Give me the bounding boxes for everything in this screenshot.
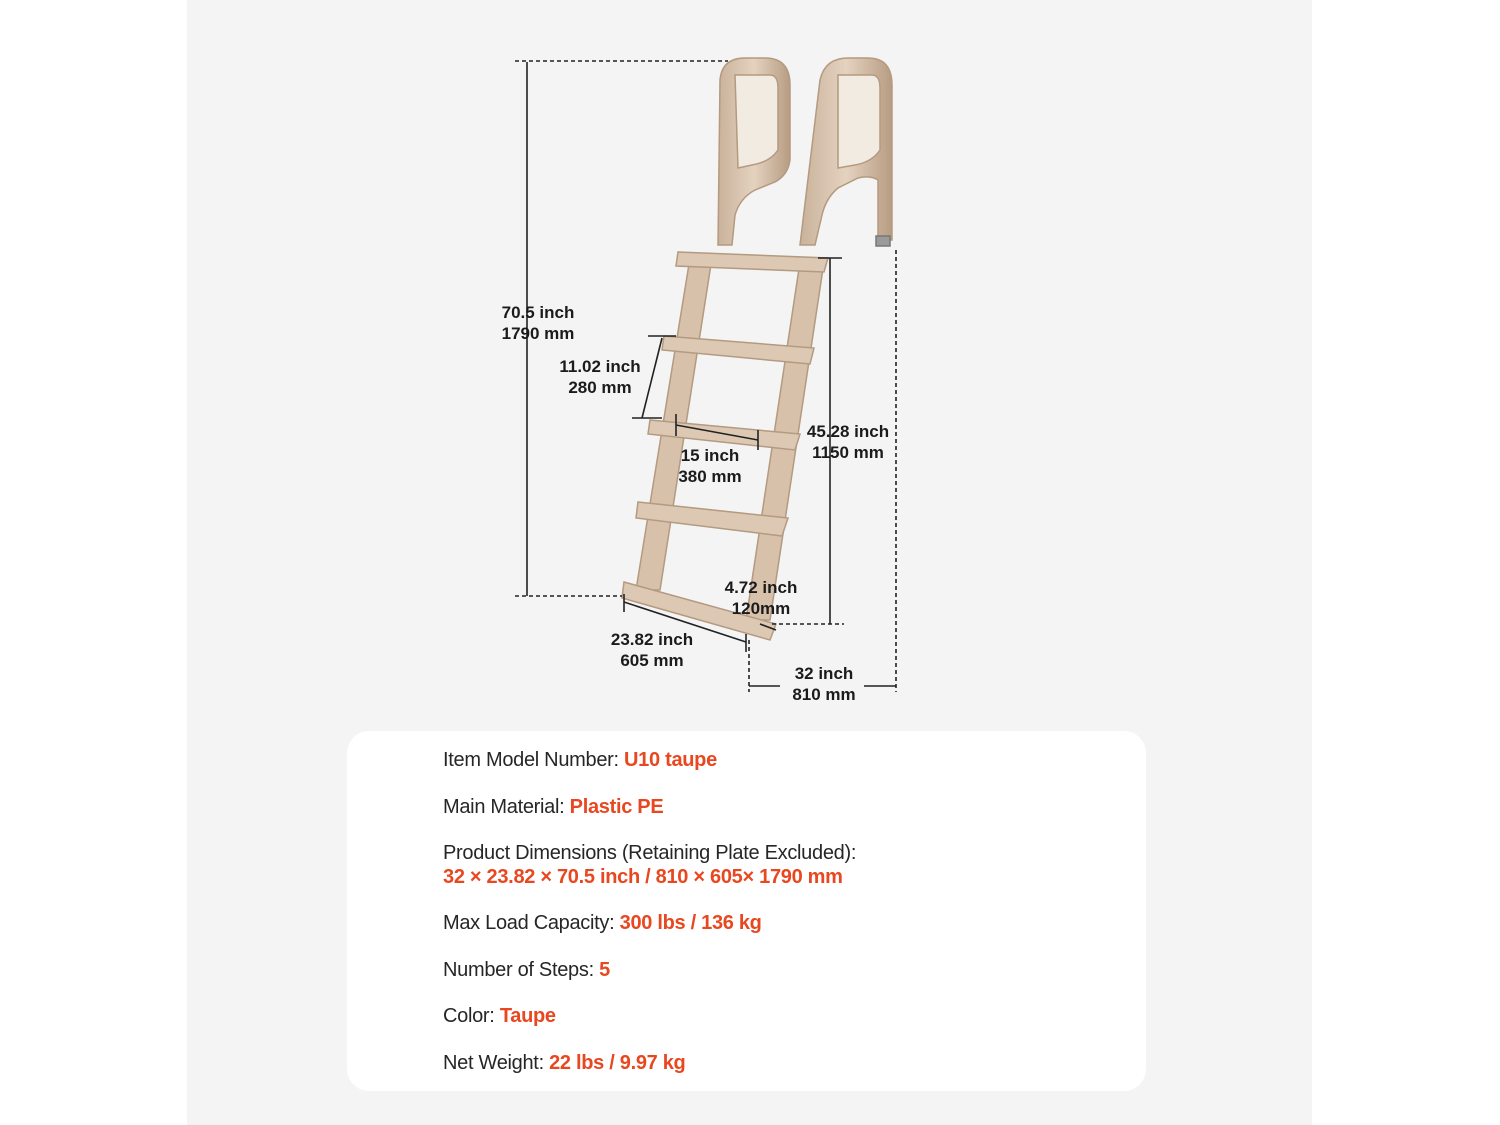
total-depth-mm: 810 mm xyxy=(792,685,856,704)
base-width-label xyxy=(597,629,707,671)
spec-value: 300 lbs / 136 kg xyxy=(619,912,762,934)
lower-height-label xyxy=(798,421,898,463)
step-depth-label xyxy=(711,577,811,619)
lower-height-inch: 45.28 inch xyxy=(806,422,890,441)
step-spacing-inch: 11.02 inch xyxy=(559,357,641,376)
step-spacing-mm: 280 mm xyxy=(568,378,632,397)
spec-color xyxy=(443,1004,556,1028)
spec-steps xyxy=(443,958,610,982)
base-width-inch: 23.82 inch xyxy=(610,630,694,649)
spec-value: 5 xyxy=(599,959,610,981)
total-height-inch: 70.5 inch xyxy=(501,303,575,322)
total-height-label xyxy=(478,302,598,344)
spec-value: Plastic PE xyxy=(569,796,664,818)
lower-height-mm: 1150 mm xyxy=(812,443,884,462)
spec-label: Main Material: xyxy=(443,796,570,818)
spec-net-weight xyxy=(443,1051,685,1075)
step-depth-mm: 120mm xyxy=(731,599,791,618)
spec-value: 22 lbs / 9.97 kg xyxy=(549,1052,686,1074)
spec-model-number xyxy=(443,748,717,772)
spec-label: Max Load Capacity: xyxy=(443,912,620,934)
spec-label: Product Dimensions (Retaining Plate Excluded): xyxy=(443,842,857,864)
spec-label: Color: xyxy=(443,1005,500,1027)
step-depth-inch: 4.72 inch xyxy=(724,578,798,597)
spec-value: 32 × 23.82 × 70.5 inch / 810 × 605× 1790 mm xyxy=(443,866,843,888)
step-width-inch: 15 inch xyxy=(680,446,740,465)
spec-label: Item Model Number: xyxy=(443,749,625,771)
base-width-mm: 605 mm xyxy=(620,651,684,670)
spec-label: Net Weight: xyxy=(443,1052,550,1074)
spec-card xyxy=(347,731,1146,1091)
total-depth-label xyxy=(774,663,874,705)
spec-dimensions xyxy=(443,841,856,889)
spec-value: U10 taupe xyxy=(624,749,717,771)
step-width-mm: 380 mm xyxy=(678,467,742,486)
right-handrail xyxy=(800,58,892,246)
step-width-label xyxy=(660,445,760,487)
total-height-mm: 1790 mm xyxy=(501,324,575,343)
spec-value: Taupe xyxy=(499,1005,556,1027)
spec-material xyxy=(443,795,663,819)
total-depth-inch: 32 inch xyxy=(794,664,854,683)
spec-load-capacity xyxy=(443,911,762,935)
step-spacing-label xyxy=(545,356,655,398)
spec-label: Number of Steps: xyxy=(443,959,600,981)
left-handrail xyxy=(718,58,790,245)
